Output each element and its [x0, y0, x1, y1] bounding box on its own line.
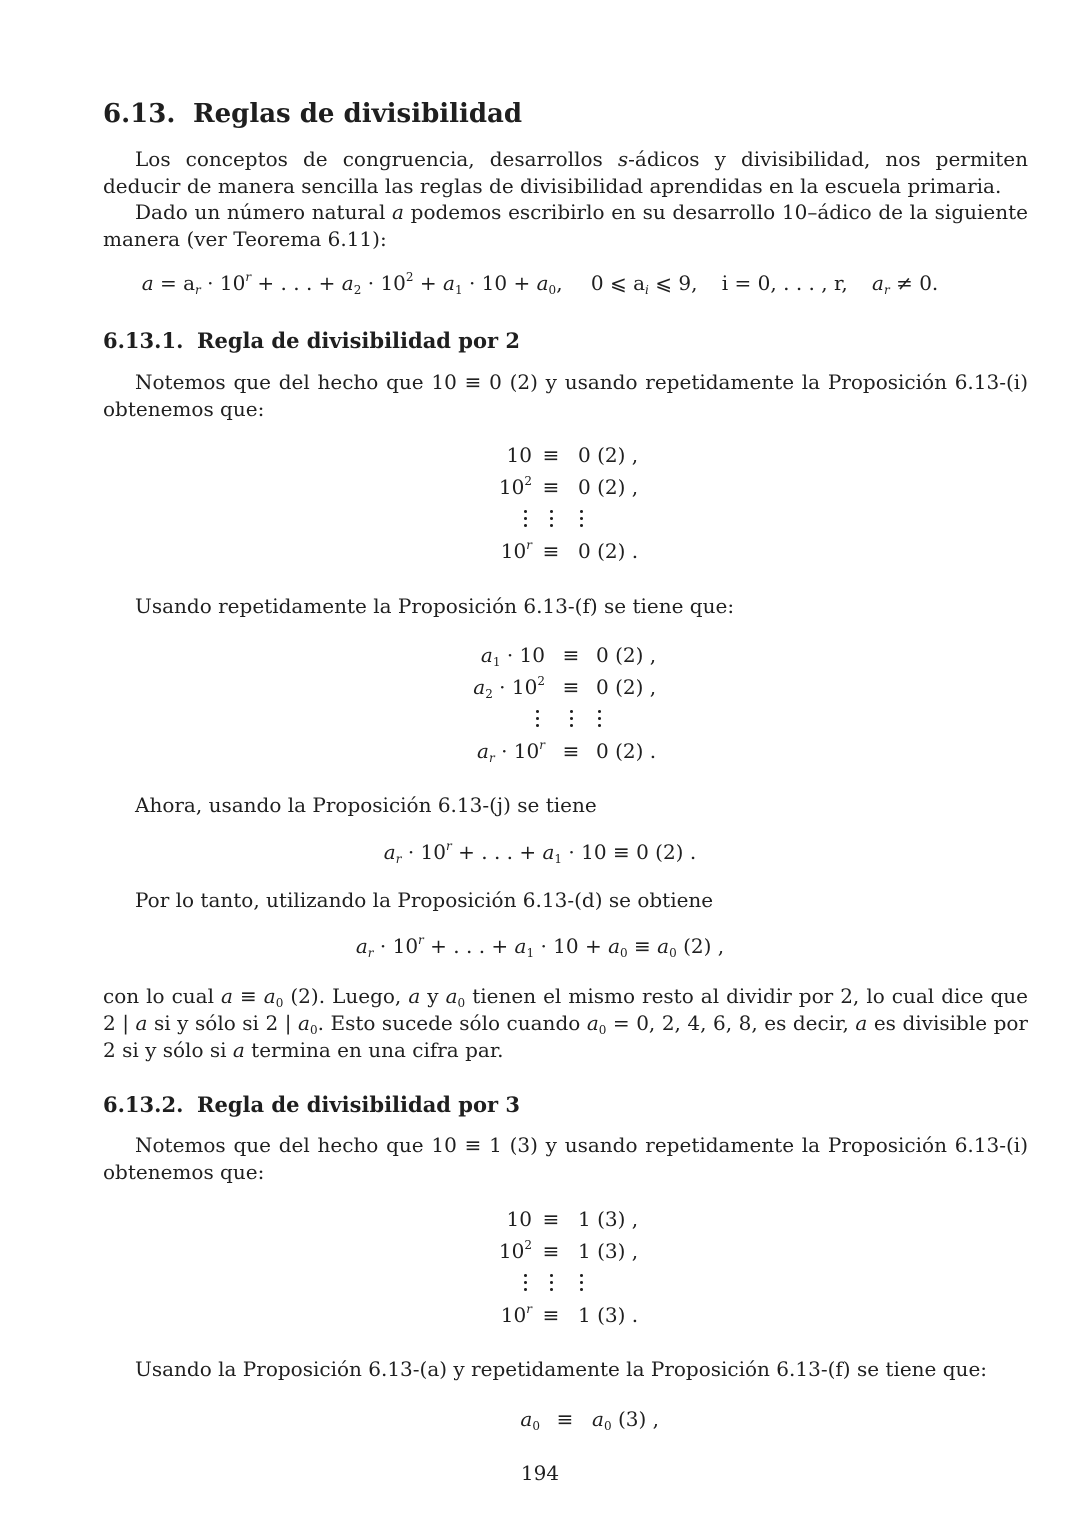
sub1-paragraph-4: Por lo tanto, utilizando la Proposición 6.13-(d) se obtiene	[135, 888, 714, 912]
sub1-paragraph-3: Ahora, usando la Proposición 6.13-(j) se tiene	[135, 793, 597, 817]
sum-congruence-equation: $a_r \cdot 10^r$ + . . . + $a_1 \cdot 10 \equiv 0$ (2) .	[383, 839, 697, 866]
intro-paragraph-1: Los conceptos de congruencia, desarrollos s-ádicos y divisibilidad, nos permiten deducir de manera sencilla las reglas de divisibilidad aprendidas en la escuela primaria.	[103, 147, 1028, 198]
page-number: 194	[520, 1461, 560, 1485]
congruence-array-powers-mod3: 10 ≡ 1 (3) , $10^2$ ≡ 1 (3) , 10$^r$ ≡ 1 (3) .	[498, 1207, 639, 1327]
sub1-paragraph-1: Notemos que del hecho que 10 ≡ 0 (2) y usando repetidamente la Proposición 6.13-(i) obtenemos que:	[103, 370, 1028, 421]
subsection-heading-2: 6.13.1. Regla de divisibilidad por 2	[103, 328, 520, 353]
subsection-heading-3: 6.13.2. Regla de divisibilidad por 3	[103, 1092, 520, 1117]
section-title: Reglas de divisibilidad	[193, 99, 523, 129]
sub1-conclusion: con lo cual $a \equiv a_0$ (2). Luego, a y $a_0$ tienen el mismo resto al dividir por 2, lo cual dice que 2 | a si y sólo si 2 | $a_0$. Esto sucede sólo cuando $a_0 = 0$, 2, 4, 6, 8, es decir, a es divisible por 2 si y sólo si a termina en una cifra par.	[103, 984, 1028, 1062]
section-heading	[103, 99, 522, 129]
intro-paragraph-2: Dado un número natural a podemos escribirlo en su desarrollo 10–ádico de la siguiente manera (ver Teorema 6.11):	[103, 200, 1029, 251]
sub2-paragraph-1: Notemos que del hecho que 10 ≡ 1 (3) y usando repetidamente la Proposición 6.13-(i) obtenemos que:	[103, 1133, 1028, 1184]
section-number: 6.13.	[103, 99, 176, 129]
full-sum-congruence-equation: $a_r \cdot 10^r$ + . . . + $a_1 \cdot 10 + a_0 \equiv a_0$ (2) ,	[355, 933, 725, 960]
congruence-a0-mod3: $a_0$ ≡ $a_0$ (3) ,	[520, 1407, 659, 1433]
congruence-array-digits-mod2: $a_1 \cdot 10$ ≡ 0 (2) , $a_2 \cdot 10^2$ ≡ 0 (2) , $a_r \cdot 10^r$ ≡ 0 (2) .	[473, 643, 657, 765]
sub2-paragraph-2: Usando la Proposición 6.13-(a) y repetidamente la Proposición 6.13-(f) se tiene que:	[135, 1357, 988, 1381]
congruence-array-powers-mod2: 10 ≡ 0 (2) , $10^2$ ≡ 0 (2) , 10$^r$ ≡ 0 (2) .	[498, 443, 639, 563]
sub1-paragraph-2: Usando repetidamente la Proposición 6.13-(f) se tiene que:	[135, 594, 735, 618]
decimal-expansion-equation: $a = a_r \cdot 10^r$ + . . . + $a_2 \cdot 10^2 + a_1 \cdot 10 + a_0$, 0 ⩽ $a_i$ ⩽ 9, i = 0, . . . , r, $a_r \ne 0$.	[141, 270, 939, 297]
